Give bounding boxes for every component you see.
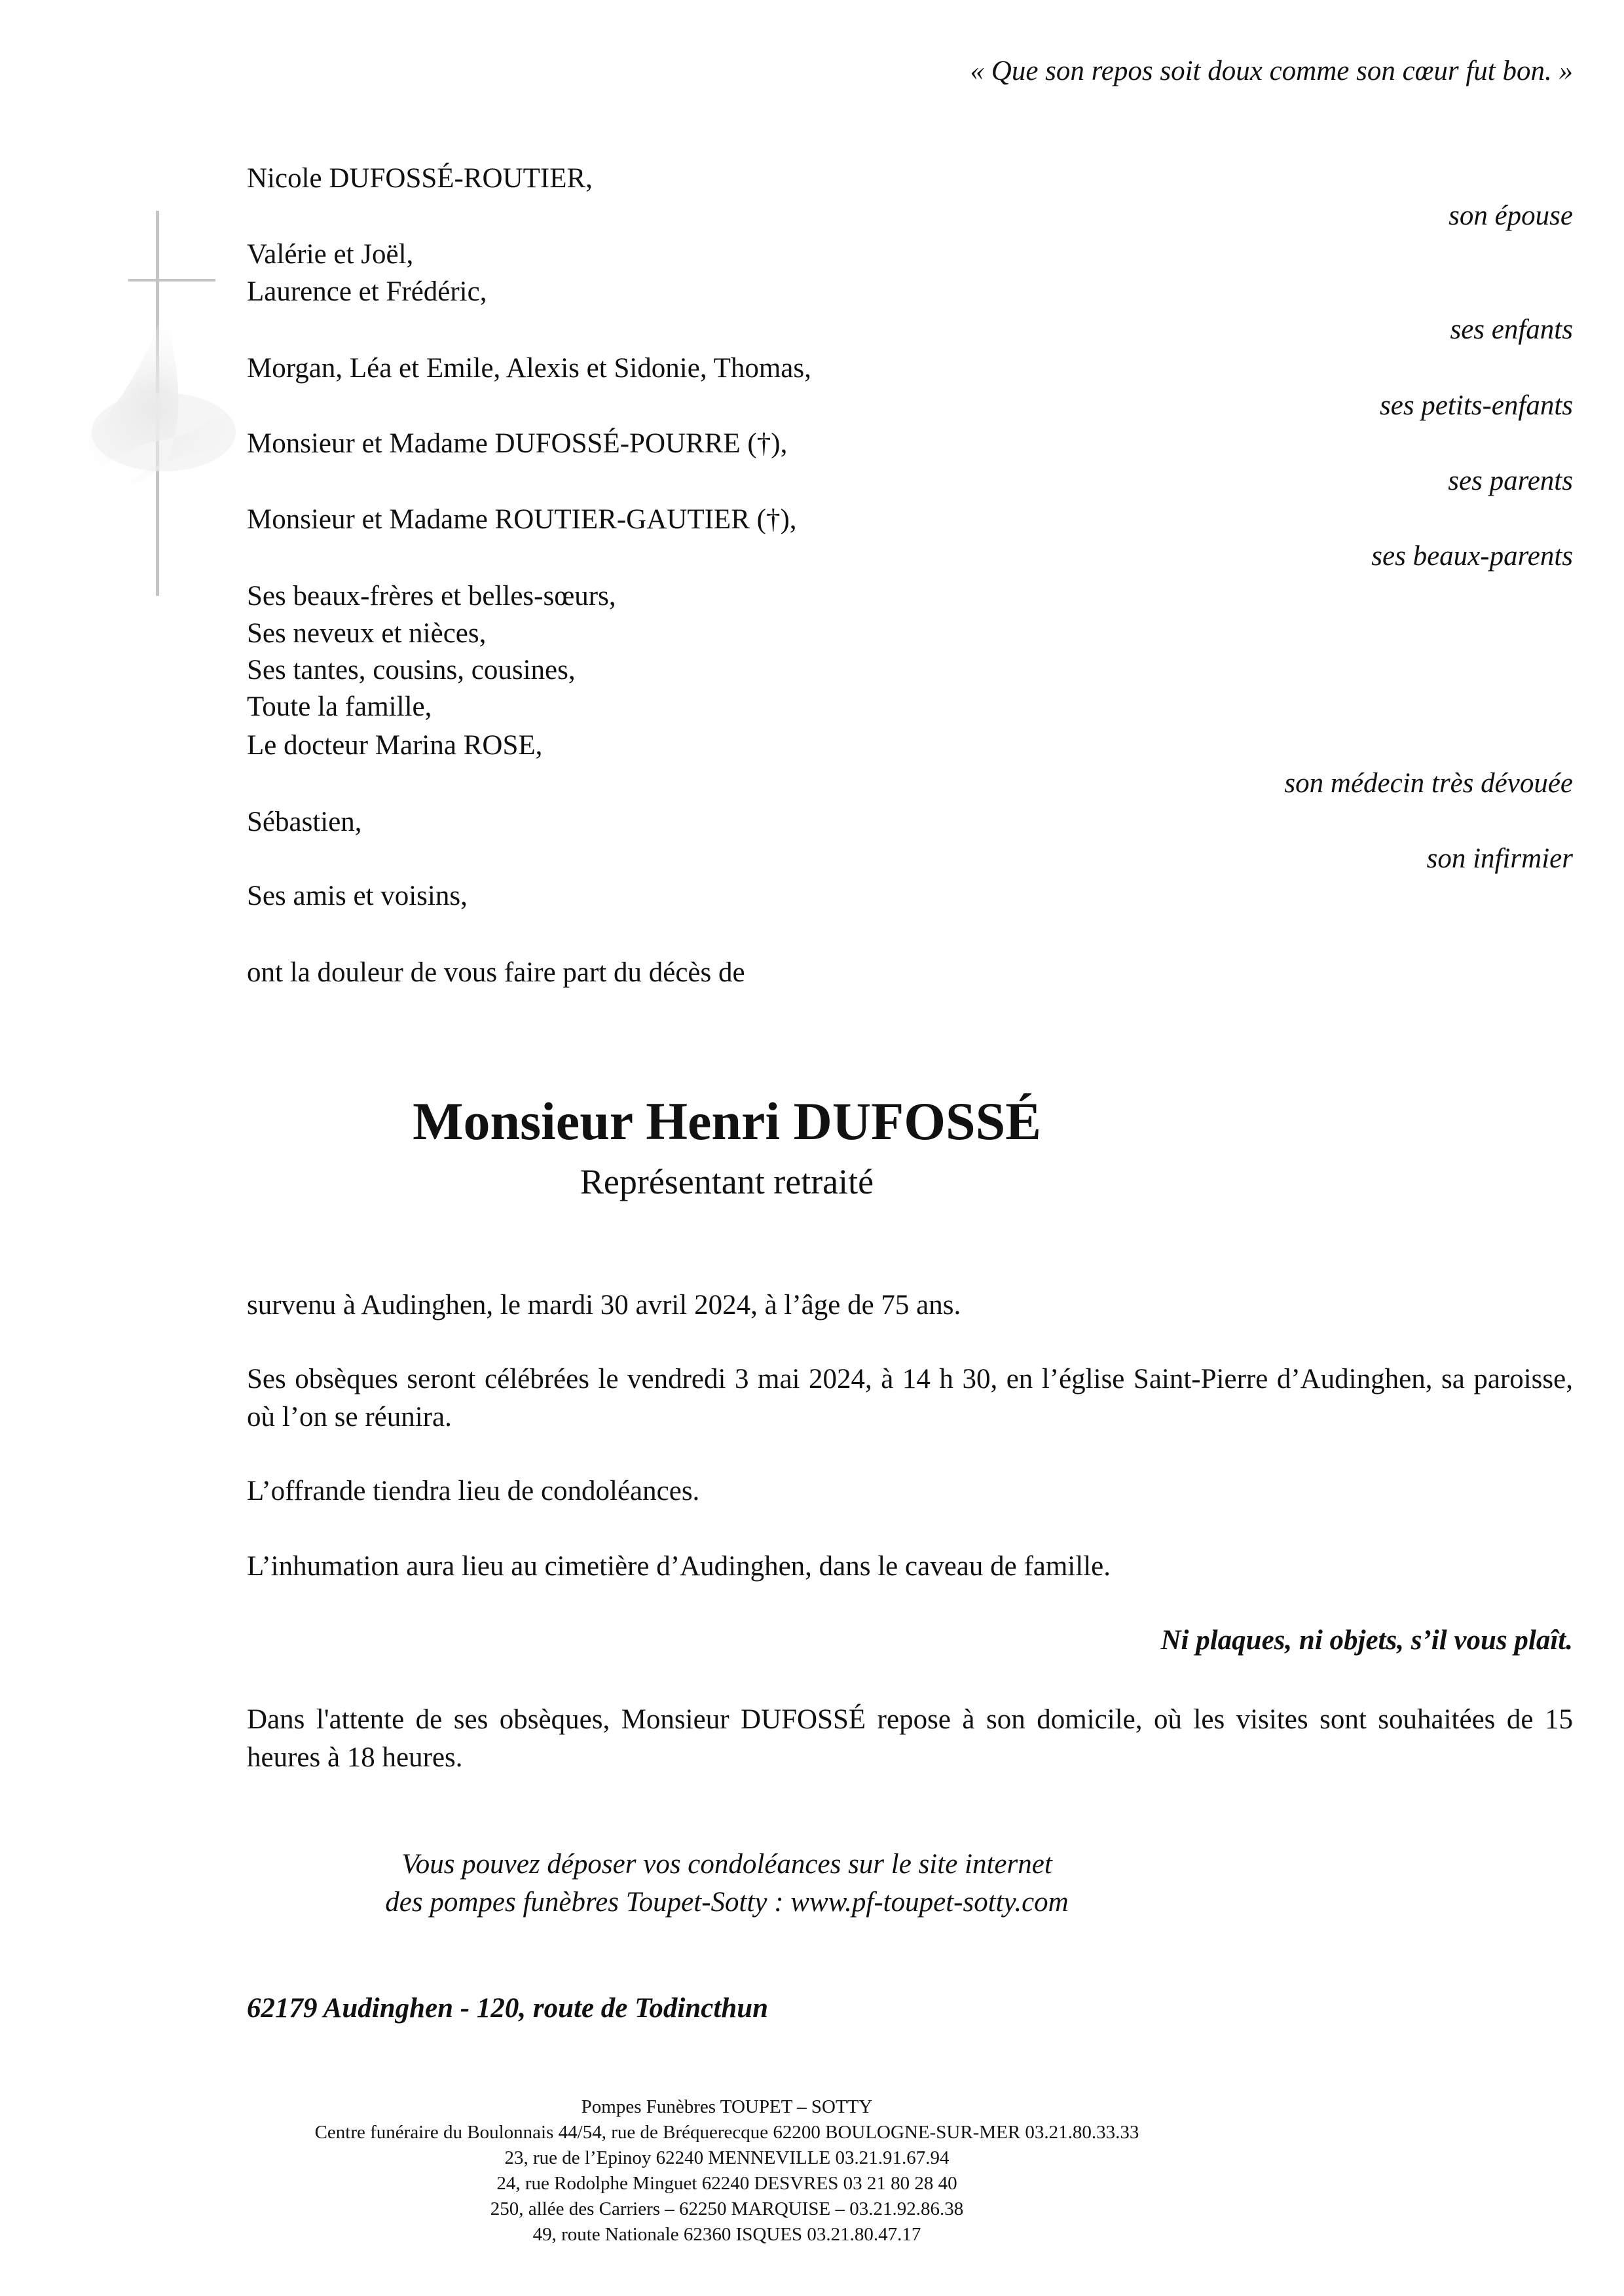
family-member: Monsieur et Madame ROUTIER-GAUTIER (†), bbox=[247, 504, 797, 535]
footer-line: 23, rue de l’Epinoy 62240 MENNEVILLE 03.21.91.67.94 bbox=[504, 2147, 950, 2168]
burial-details: L’inhumation aura lieu au cimetière d’Audinghen, dans le caveau de famille. bbox=[247, 1551, 1111, 1582]
dove-icon bbox=[52, 301, 249, 524]
funeral-details: Ses obsèques seront célébrées le vendredi 3 mai 2024, à 14 h 30, en l’église Saint-Pierre d’Audinghen, sa paroisse, où l’on se réunira. bbox=[247, 1364, 1573, 1432]
family-member: Le docteur Marina ROSE, bbox=[247, 730, 543, 761]
relation-label: ses parents bbox=[1448, 465, 1573, 496]
announcement-text: ont la douleur de vous faire part du décès de bbox=[247, 957, 745, 988]
death-details: survenu à Audinghen, le mardi 30 avril 2024, à l’âge de 75 ans. bbox=[247, 1290, 961, 1321]
relation-label: ses enfants bbox=[1450, 314, 1573, 345]
deceased-title: Représentant retraité bbox=[580, 1162, 874, 1201]
relation-label: son infirmier bbox=[1426, 843, 1573, 874]
family-member: Monsieur et Madame DUFOSSÉ-POURRE (†), bbox=[247, 428, 788, 459]
family-member: Ses neveux et nièces, bbox=[247, 618, 487, 649]
visits-details: Dans l'attente de ses obsèques, Monsieur DUFOSSÉ repose à son domicile, où les visites sont souhaitées de 15 heures à 18 heures. bbox=[247, 1704, 1573, 1773]
family-member: Ses beaux-frères et belles-sœurs, bbox=[247, 581, 616, 611]
family-member: Laurence et Frédéric, bbox=[247, 276, 487, 307]
condolences-line-1: Vous pouvez déposer vos condoléances sur le site internet bbox=[401, 1849, 1052, 1880]
family-member: Valérie et Joël, bbox=[247, 239, 414, 270]
relation-label: ses petits-enfants bbox=[1380, 390, 1573, 421]
deceased-name: Monsieur Henri DUFOSSÉ bbox=[413, 1091, 1041, 1151]
family-member: Sébastien, bbox=[247, 807, 362, 837]
epigraph-quote: « Que son repos soit doux comme son cœur fut bon. » bbox=[970, 56, 1573, 86]
family-member: Nicole DUFOSSÉ-ROUTIER, bbox=[247, 163, 593, 194]
home-address: 62179 Audinghen - 120, route de Todincthun bbox=[247, 1993, 769, 2024]
footer-line: Centre funéraire du Boulonnais 44/54, rue de Bréquerecque 62200 BOULOGNE-SUR-MER 03.21.80.33.33 bbox=[314, 2122, 1139, 2143]
footer-line: Pompes Funèbres TOUPET – SOTTY bbox=[581, 2096, 873, 2117]
cross-icon-bar bbox=[128, 279, 215, 282]
relation-label: son épouse bbox=[1449, 200, 1573, 231]
condolences-line-2[interactable]: des pompes funèbres Toupet-Sotty : www.pf-toupet-sotty.com bbox=[385, 1887, 1069, 1918]
relation-label: ses beaux-parents bbox=[1371, 541, 1573, 572]
no-flowers-note: Ni plaques, ni objets, s’il vous plaît. bbox=[1160, 1625, 1573, 1656]
family-member: Ses amis et voisins, bbox=[247, 881, 468, 911]
footer-line: 49, route Nationale 62360 ISQUES 03.21.80.47.17 bbox=[532, 2224, 921, 2245]
family-member: Morgan, Léa et Emile, Alexis et Sidonie, Thomas, bbox=[247, 353, 811, 384]
relation-label: son médecin très dévouée bbox=[1284, 768, 1573, 799]
footer-line: 24, rue Rodolphe Minguet 62240 DESVRES 03 21 80 28 40 bbox=[496, 2173, 957, 2194]
family-member: Toute la famille, bbox=[247, 691, 432, 722]
offering-note: L’offrande tiendra lieu de condoléances. bbox=[247, 1476, 700, 1506]
family-member: Ses tantes, cousins, cousines, bbox=[247, 655, 576, 685]
footer-line: 250, allée des Carriers – 62250 MARQUISE – 03.21.92.86.38 bbox=[490, 2198, 964, 2219]
